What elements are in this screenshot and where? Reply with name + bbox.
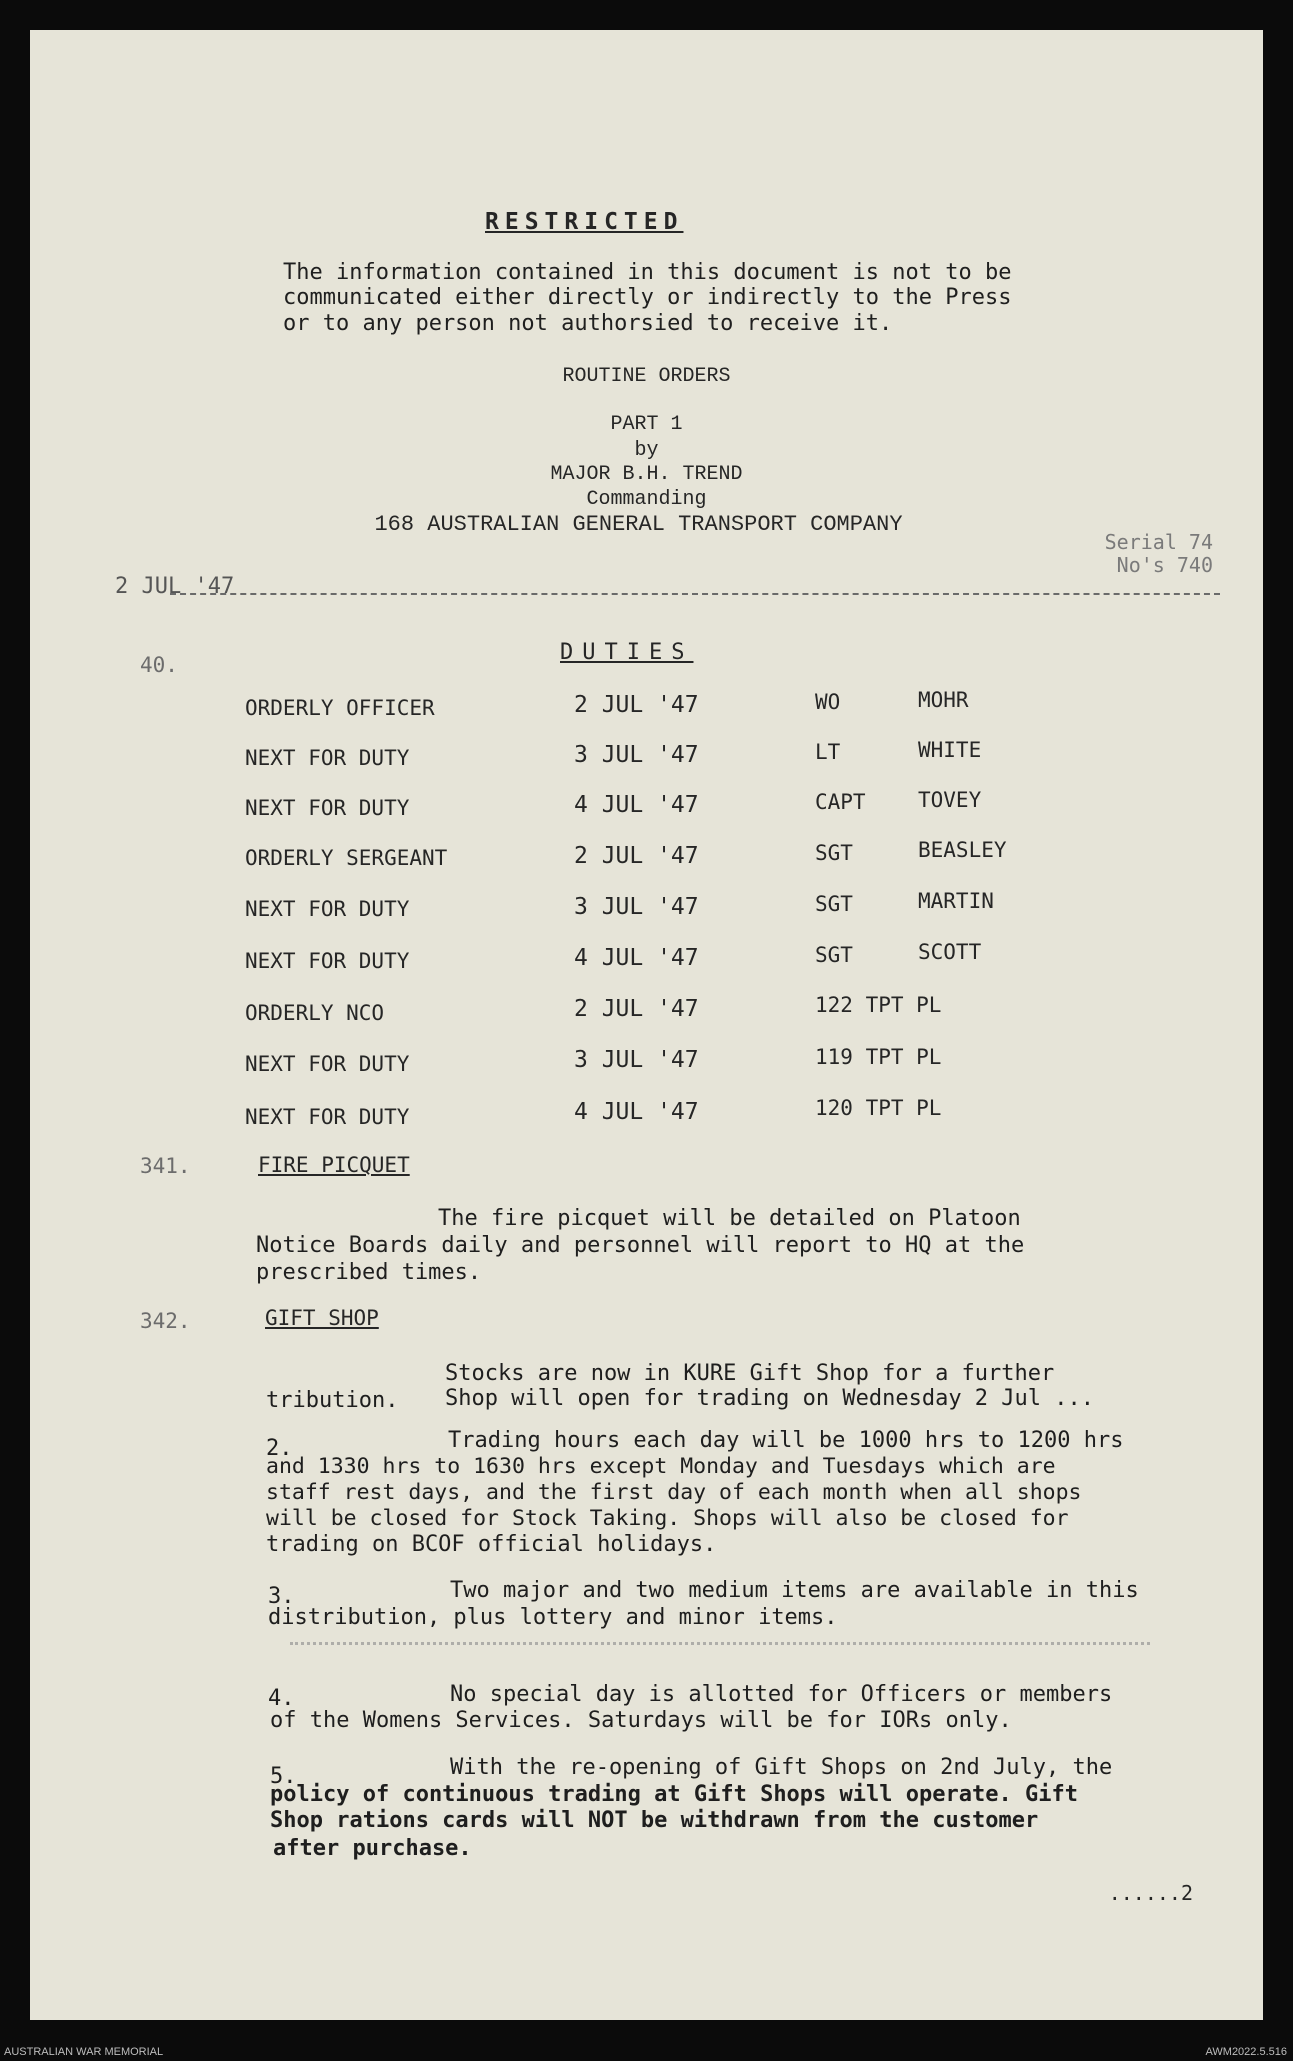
by-label: by — [634, 439, 659, 462]
commanding-label: Commanding — [586, 488, 707, 511]
serial-number: No's 740 — [1116, 553, 1213, 577]
duty-date: 4 JUL '47 — [574, 1099, 699, 1125]
fire-picquet-line-1: The fire picquet will be detailed on Platoon — [438, 1206, 1021, 1231]
duty-role: ORDERLY NCO — [245, 1001, 385, 1025]
serial-label: Serial 74 — [1104, 530, 1213, 554]
order-date: 2 JUL '47 — [115, 574, 235, 599]
gift-shop-para5-line-2: policy of continuous trading at Gift Shops will operate. Gift — [270, 1782, 1078, 1807]
duty-role: ORDERLY OFFICER — [245, 696, 435, 720]
footer-left: AUSTRALIAN WAR MEMORIAL — [4, 2046, 164, 2058]
gift-shop-para2-line-1: Trading hours each day will be 1000 hrs to 1200 hrs — [448, 1428, 1124, 1453]
gift-shop-para5-line-4: after purchase. — [273, 1836, 472, 1861]
duty-name: SCOTT — [918, 940, 982, 964]
gift-shop-para5-line-1: With the re-opening of Gift Shops on 2nd July, the — [450, 1755, 1113, 1780]
warning-line-1: The information contained in this document is not to be — [283, 260, 1012, 285]
part-label: PART 1 — [610, 413, 683, 436]
dashed-divider — [170, 593, 1220, 595]
footer-right: AWM2022.5.516 — [1205, 2046, 1287, 2058]
gift-shop-para2-line-2: and 1330 hrs to 1630 hrs except Monday and Tuesdays which are — [266, 1454, 1056, 1479]
duty-name: MARTIN — [918, 889, 994, 913]
warning-line-2: communicated either directly or indirectly to the Press — [283, 285, 1012, 310]
duties-number: 40. — [140, 653, 178, 677]
unit-name: 168 AUSTRALIAN GENERAL TRANSPORT COMPANY — [374, 512, 903, 537]
duty-role: NEXT FOR DUTY — [245, 1052, 410, 1076]
duty-date: 3 JUL '47 — [574, 894, 699, 920]
gift-shop-para2-line-5: trading on BCOF official holidays. — [266, 1532, 717, 1557]
duty-rank: SGT — [815, 841, 853, 865]
duty-name: BEASLEY — [918, 838, 1007, 862]
gift-shop-para5-line-3: Shop rations cards will NOT be withdrawn from the customer — [270, 1808, 1039, 1833]
duty-date: 2 JUL '47 — [574, 996, 699, 1022]
duty-rank: 122 TPT PL — [815, 993, 942, 1017]
duty-rank: WO — [815, 690, 841, 714]
gift-shop-para3-line-2: distribution, plus lottery and minor items. — [268, 1605, 838, 1630]
duty-date: 4 JUL '47 — [574, 945, 699, 971]
fire-picquet-line-2: Notice Boards daily and personnel will report to HQ at the — [256, 1233, 1025, 1258]
duty-name: TOVEY — [918, 788, 982, 812]
duties-heading: DUTIES — [560, 640, 694, 665]
duty-rank: LT — [815, 740, 841, 764]
duty-name: MOHR — [918, 688, 969, 712]
faded-typed-line — [290, 1642, 1150, 1649]
duty-rank: SGT — [815, 892, 853, 916]
gift-shop-para1-line-1: Stocks are now in KURE Gift Shop for a further — [445, 1361, 1055, 1386]
duty-date: 2 JUL '47 — [574, 843, 699, 869]
duty-date: 3 JUL '47 — [574, 1047, 699, 1073]
gift-shop-para4-line-1: No special day is allotted for Officers or members — [450, 1682, 1113, 1707]
duty-rank: CAPT — [815, 790, 866, 814]
commander-name: MAJOR B.H. TREND — [550, 463, 743, 486]
gift-shop-para4-line-2: of the Womens Services. Saturdays will be for IORs only. — [270, 1708, 1012, 1733]
duty-rank: 119 TPT PL — [815, 1045, 942, 1069]
fire-picquet-line-3: prescribed times. — [256, 1260, 482, 1285]
gift-shop-para3-line-1: Two major and two medium items are available in this — [450, 1578, 1139, 1603]
duty-role: NEXT FOR DUTY — [245, 746, 410, 770]
duty-date: 3 JUL '47 — [574, 742, 699, 768]
duty-date: 2 JUL '47 — [574, 692, 699, 718]
gift-shop-para1-line-2b: Shop will open for trading on Wednesday 2 Jul ... — [445, 1386, 1095, 1411]
continuation-marker: ......2 — [1108, 1881, 1193, 1905]
fire-picquet-number: 341. — [140, 1154, 191, 1178]
gift-shop-para2-line-3: staff rest days, and the first day of each month when all shops — [266, 1480, 1082, 1505]
duty-role: ORDERLY SERGEANT — [245, 846, 448, 870]
para-number: 3. — [268, 1584, 295, 1609]
para-number: 4. — [268, 1686, 295, 1711]
gift-shop-para1-line-2a: tribution. — [266, 1388, 399, 1413]
para-number: 2. — [266, 1436, 293, 1461]
duty-role: NEXT FOR DUTY — [245, 949, 410, 973]
duty-date: 4 JUL '47 — [574, 792, 699, 818]
duty-rank: 120 TPT PL — [815, 1096, 942, 1120]
document-page — [30, 30, 1263, 2020]
gift-shop-heading: GIFT SHOP — [265, 1306, 379, 1330]
classification-heading: RESTRICTED — [485, 209, 684, 235]
gift-shop-para2-line-4: will be closed for Stock Taking. Shops will also be closed for — [266, 1506, 1069, 1531]
duty-role: NEXT FOR DUTY — [245, 897, 410, 921]
para-number: 5. — [270, 1764, 297, 1789]
warning-line-3: or to any person not authorsied to receive it. — [283, 311, 893, 336]
gift-shop-number: 342. — [140, 1309, 191, 1333]
fire-picquet-heading: FIRE PICQUET — [258, 1153, 410, 1177]
duty-role: NEXT FOR DUTY — [245, 796, 410, 820]
orders-title: ROUTINE ORDERS — [562, 365, 731, 388]
duty-rank: SGT — [815, 943, 853, 967]
duty-role: NEXT FOR DUTY — [245, 1105, 410, 1129]
duty-name: WHITE — [918, 738, 982, 762]
